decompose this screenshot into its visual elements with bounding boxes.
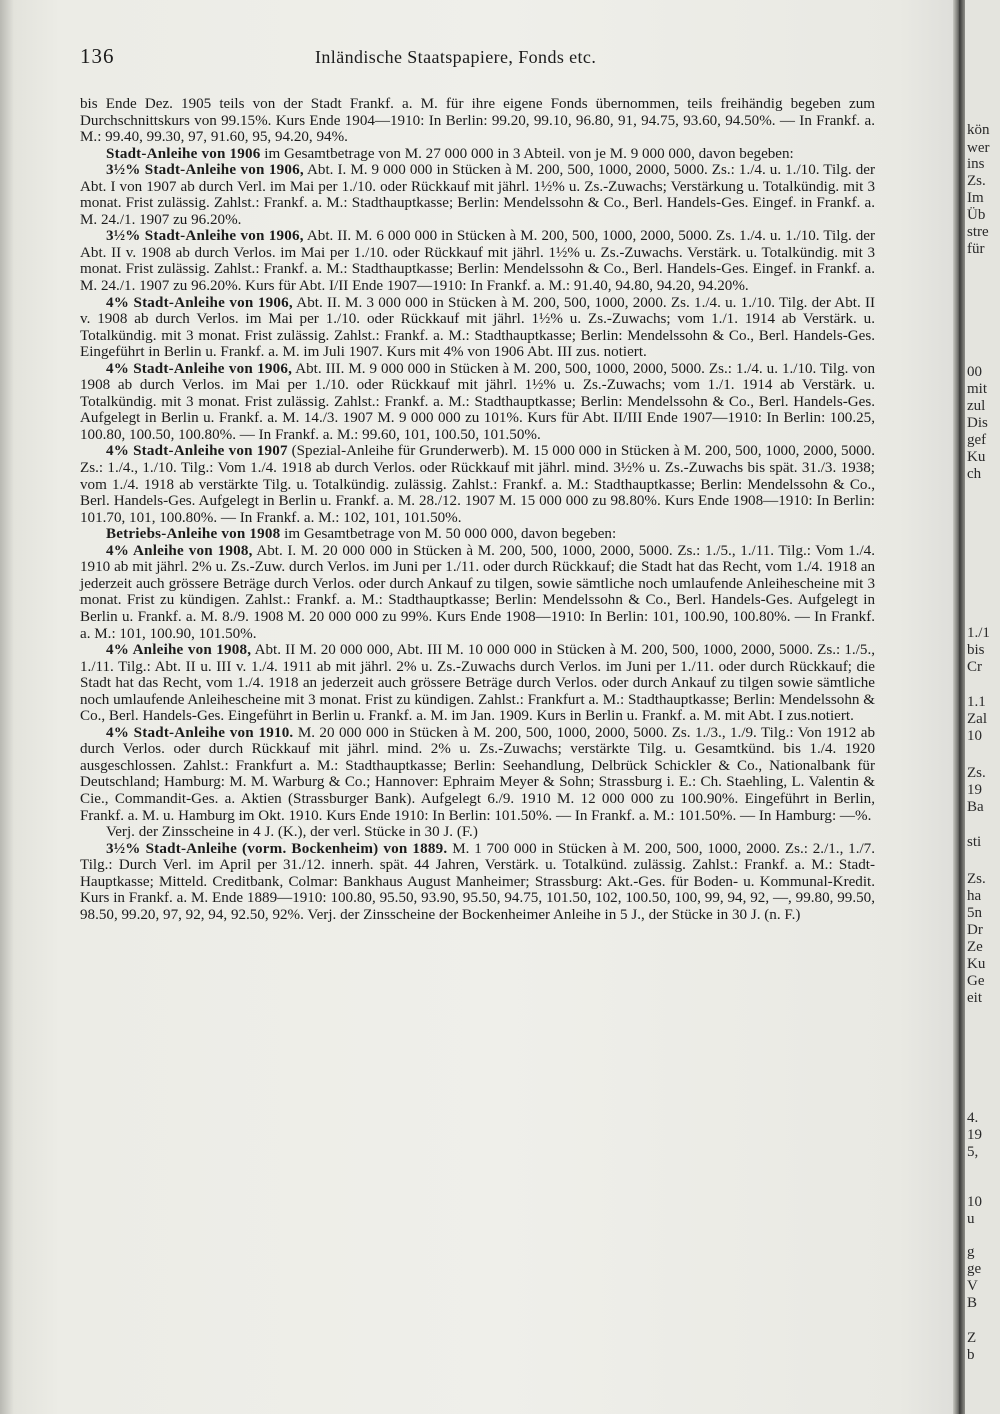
adjacent-page-fragment: u <box>967 1211 975 1227</box>
adjacent-page-fragment: Cr <box>967 659 982 675</box>
paragraph-text: Abt. I. M. 20 000 000 in Stücken à M. 200, 500, 1000, 2000, 5000. Zs.: 1./5., 1./11. Tilg.: Vom 1./4. 1910 ab mit jährl. 2% u. Zs.-Zuw. durch Verlos. im Juni per 1./11. oder durch Rückkauf; die Stadt hat das Recht, vom 1./4. 1918 an jederzeit auch grössere Beträge durch Verlos. oder durch Ankauf zu tilgen, sowie sämtliche noch umlaufende Anleihescheine mit 3 monat. Frist zu kündigen. Zahlst.: Frankf. a. M.: Stadthauptkasse; Berlin: Mendelssohn & Co., Berl. Handels-Ges. Aufgelegt in Berlin u. Frankf. a. M. 8./9. 1908 M. 20 000 000 zu 99%. Kurs Ende 1908—1910: In Berlin: 101, 100.90, 100.80%. — In Frankf. a. M.: 101, 100.90, 101.50%. <box>80 542 875 642</box>
adjacent-page-fragment: Zs. <box>967 173 986 189</box>
running-head: Inländische Staatspapiere, Fonds etc. <box>315 47 597 67</box>
paragraph <box>80 443 875 526</box>
adjacent-page-fragment: Ze <box>967 939 983 955</box>
paragraph-text: Abt. II. M. 6 000 000 in Stücken à M. 200, 500, 1000, 2000, 5000. Zs. 1./4. u. 1./10. Tilg. der Abt. II v. 1908 ab durch Verlos. im Mai per 1./10. oder Rückkauf mit jährl. 1½% u. Zs.-Zuwachs. Verstärk. u. Totalkündig. mit 3 monat. Frist zulässig. Zahlst.: Frankf. a. M.: Stadthauptkasse; Berlin: Mendelssohn & Co., Berl. Handels-Ges. Eingef. in Frankf. a. M. 24./1. 1907 zu 96.20%. Kurs für Abt. I/II Ende 1907—1910: In Frankf. a. M.: 91.40, 94.80, 94.20, 94.20%. <box>80 228 875 295</box>
paragraph <box>80 162 875 228</box>
adjacent-page-fragment: b <box>967 1347 975 1363</box>
adjacent-page-fragment: Z <box>967 1330 977 1346</box>
adjacent-page-fragment: 5, <box>967 1144 979 1160</box>
adjacent-page-fragment: Ku <box>967 956 986 972</box>
entry-heading: 4% Stadt-Anleihe von 1907 <box>106 443 288 460</box>
adjacent-page-fragment: ge <box>967 1261 982 1277</box>
book-gutter <box>953 0 965 1414</box>
adjacent-page-fragment: für <box>967 241 985 257</box>
paragraph <box>80 543 875 642</box>
adjacent-page-fragment: 1.1 <box>967 694 986 710</box>
entry-heading: 4% Stadt-Anleihe von 1906, <box>106 294 293 311</box>
adjacent-page-fragment: Zs. <box>967 871 986 887</box>
adjacent-page-fragment: gef <box>967 432 987 448</box>
paragraph <box>80 824 875 841</box>
paragraph-text: Abt. I. M. 9 000 000 in Stücken à M. 200, 500, 1000, 2000, 5000. Zs.: 1./4. u. 1./10. Tilg. der Abt. I von 1907 ab durch Verl. im Mai per 1./10. oder Rückkauf mit jährl. 1½% u. Zs.-Zuwachs; Verstärkung u. Totalkündig. mit 3 monat. Frist zulässig. Zahlst.: Frankf. a. M.: Stadthauptkasse; Berlin: Mendelssohn & Co., Berl. Handels-Ges. Eingef. in Frankf. a. M. 24./1. 1907 zu 96.20%. <box>80 162 875 228</box>
entry-heading: 4% Stadt-Anleihe von 1910. <box>106 724 294 741</box>
body-text <box>80 96 875 923</box>
adjacent-page-fragment: 10 <box>967 1194 982 1210</box>
adjacent-page-fragment: V <box>967 1278 978 1294</box>
adjacent-page-fragment: 4. <box>967 1110 979 1126</box>
adjacent-page-fragment: mit <box>967 381 988 397</box>
adjacent-page-fragment: wer <box>967 140 990 156</box>
adjacent-page-fragment: 19 <box>967 1127 982 1143</box>
entry-heading: Stadt-Anleihe von 1906 <box>106 145 261 162</box>
adjacent-page-fragment: ch <box>967 466 982 482</box>
entry-heading: 3½% Stadt-Anleihe von 1906, <box>106 162 304 179</box>
entry-heading: 4% Anleihe von 1908, <box>106 642 252 659</box>
adjacent-page-fragment: stre <box>967 224 989 240</box>
paragraph-text: bis Ende Dez. 1905 teils von der Stadt Frankf. a. M. für ihre eigene Fonds übernommen, teils freihändig begeben zum Durchschnittskurs von 99.15%. Kurs Ende 1904—1910: In Berlin: 99.20, 99.10, 96.80, 91, 94.75, 93.60, 94.50%. — In Frankf. a. M.: 99.40, 99.30, 97, 91.60, 95, 94.20, 94%. <box>80 96 875 146</box>
adjacent-page-fragment: 19 <box>967 782 982 798</box>
paragraph-text: (Spezial-Anleihe für Grunderwerb). M. 15 000 000 in Stücken à M. 200, 500, 1000, 2000, 5000. Zs.: 1./4., 1./10. Tilg.: Vom 1./4. 1918 ab durch Verlos. oder Rückkauf mit jährl. mind. 3½% u. Zs.-Zuwachs bis spät. 31./3. 1938; vom 1./4. 1918 ab verstärkte Tilg. u. Totalkündig. zulässig. Zahlst.: Frankf. a. M.: Stadthauptkasse; Berlin: Mendelssohn & Co., Berl. Handels-Ges. Aufgelegt in Berlin u. Frankf. a. M. 28./12. 1907 M. 15 000 000 zu 98.80%. Kurs Ende 1908—1910: In Berlin: 101.70, 101, 100.80%. — In Frankf. a. M.: 102, 101, 101.50%. <box>80 443 876 526</box>
adjacent-page-fragment: Dis <box>967 415 988 431</box>
adjacent-page-fragment: ins <box>967 156 985 172</box>
paragraph-text: Verj. der Zinsscheine in 4 J. (K.), der verl. Stücke in 30 J. (F.) <box>106 824 478 841</box>
adjacent-page-edge <box>965 0 1000 1414</box>
adjacent-page-fragment: g <box>967 1244 975 1260</box>
paragraph <box>80 146 875 163</box>
page-number: 136 <box>80 44 115 68</box>
page-header <box>0 44 953 74</box>
adjacent-page-fragment: bis <box>967 642 985 658</box>
entry-heading: 4% Anleihe von 1908, <box>106 542 253 559</box>
adjacent-page-fragment: 00 <box>967 364 982 380</box>
entry-heading: 3½% Stadt-Anleihe von 1906, <box>106 228 304 245</box>
paragraph <box>80 841 875 924</box>
paragraph <box>80 725 875 824</box>
paragraph <box>80 96 875 146</box>
paragraph <box>80 642 875 725</box>
adjacent-page-fragment: 5n <box>967 905 982 921</box>
adjacent-page-fragment: ha <box>967 888 982 904</box>
adjacent-page-fragment: Zs. <box>967 765 986 781</box>
paragraph-text: Abt. III. M. 9 000 000 in Stücken à M. 200, 500, 1000, 2000, 5000. Zs.: 1./4. u. 1./10. Tilg. von 1908 ab durch Verlos. im Mai per 1./10. oder Rückkauf mit jährl. 1½% u. Zs.-Zuwachs; vom 1./1. 1914 ab Verstärk. u. Totalkündig. mit 3 monat. Frist zulässig. Zahlst.: Frankf. a. M.: Stadthauptkasse; Berlin: Mendelssohn & Co., Berl. Handels-Ges. Aufgelegt in Berlin u. Frankf. a. M. 14./3. 1907 M. 9 000 000 zu 101%. Kurs für Abt. II/III Ende 1907—1910: In Berlin: 100.25, 100.80, 100.50, 100.80%. — In Frankf. a. M.: 99.60, 101, 100.50, 101.50%. <box>80 360 876 443</box>
adjacent-page-fragment: zul <box>967 398 986 414</box>
paragraph-text: M. 20 000 000 in Stücken à M. 200, 500, 1000, 2000, 5000. Zs. 1./3., 1./9. Tilg.: Von 1912 ab durch Verlos. oder durch Rückkauf mit jährl. mind. 2% u. Zs.-Zuwachs; verstärkte Tilg. u. Gesamtkünd. bis 1./4. 1920 ausgeschlossen. Zahlst.: Frankfurt a. M.: Stadthauptkasse; Berlin: Seehandlung, Delbrück Schickler & Co., Nationalbank für Deutschland; Hamburg: M. M. Warburg & Co.; Hannover: Ephraim Meyer & Sohn; Strassburg i. E.: Ch. Staehling, L. Valentin & Cie., Commandit-Ges. a. Aktien (Strassburger Bank). Aufgelegt 6./9. 1910 M. 12 000 000 zu 100.90%. Eingeführt in Berlin, Frankf. a. M. u. Hamburg im Okt. 1910. Kurs Ende 1910: In Berlin: 101.50%. — In Frankf. a. M.: 101.50%. — In Hamburg: —%. <box>80 724 875 824</box>
adjacent-page-fragment: B <box>967 1295 978 1311</box>
paragraph <box>80 295 875 361</box>
adjacent-page-fragment: Üb <box>967 207 986 223</box>
adjacent-page-fragment: eit <box>967 990 982 1006</box>
entry-heading: 4% Stadt-Anleihe von 1906, <box>106 360 293 377</box>
paragraph-text: Abt. II M. 20 000 000, Abt. III M. 10 000 000 in Stücken à M. 200, 500, 1000, 2000, 5000. Zs.: 1./5., 1./11. Tilg.: Abt. II u. III v. 1./4. 1911 ab mit jährl. 2% u. Zs.-Zuwachs durch Verlos. im Juni per 1./11. oder durch Rückkauf; die Stadt hat das Recht, vom 1./4. 1918 an jederzeit auch grössere Beträge durch Verlos. oder durch Ankauf zu tilgen sowie sämtliche noch umlaufende Anleihescheine mit 3 monat. Frist zu kündigen. Zahlst.: Frankfurt a. M.: Stadthauptkasse; Berlin: Mendelssohn & Co., Berl. Handels-Ges. Eingeführt in Berlin u. Frankf. a. M. im Jan. 1909. Kurs in Berlin u. Frankf. a. M. mit Abt. I zus.notiert. <box>80 642 875 725</box>
adjacent-page-fragment: kön <box>967 122 990 138</box>
adjacent-page-fragment: Im <box>967 190 984 206</box>
adjacent-page-fragment: 1./1 <box>967 625 990 641</box>
adjacent-page-fragment: Zal <box>967 711 987 727</box>
paragraph-text: im Gesamtbetrage von M. 50 000 000, davon begeben: <box>280 526 617 543</box>
paragraph <box>80 228 875 294</box>
paragraph <box>80 526 875 543</box>
paragraph-text: Abt. II. M. 3 000 000 in Stücken à M. 200, 500, 1000, 2000. Zs. 1./4. u. 1./10. Tilg. der Abt. II v. 1908 ab durch Verlos. im Mai per 1./10. oder Rückkauf mit jährl. 1½% u. Zs.-Zuwachs; vom 1./1. 1914 ab Verstärk. u. Totalkündig. mit 3 monat. Frist zulässig. Zahlst.: Frankf. a. M.: Stadthauptkasse; Berlin: Mendelssohn & Co., Berl. Handels-Ges. Eingeführt in Berlin u. Frankf. a. M. im Juli 1907. Kurs mit 4% von 1906 Abt. III zus. notiert. <box>80 294 876 361</box>
adjacent-page-fragment: Ge <box>967 973 985 989</box>
adjacent-page-fragment: Ba <box>967 799 984 815</box>
paragraph <box>80 361 875 444</box>
adjacent-page-fragment: 10 <box>967 728 982 744</box>
adjacent-page-fragment: sti <box>967 834 982 850</box>
entry-heading: 3½% Stadt-Anleihe (vorm. Bockenheim) von 1889. <box>106 840 448 857</box>
paragraph-text: M. 1 700 000 in Stücken à M. 200, 500, 1000, 2000. Zs.: 2./1., 1./7. Tilg.: Durch Verl. im April per 31./12. innerh. spät. 44 Jahren, Verstärk. u. Totalkünd. zulässig. Zahlst.: Frankf. a. M.: Stadt-Hauptkasse; Mitteld. Creditbank, Colmar: Bankhaus August Manheimer; Strassburg: Akt.-Ges. für Boden- u. Kommunal-Kredit. Kurs in Frankf. a. M. Ende 1889—1910: 100.80, 95.50, 93.90, 95.50, 94.75, 101.50, 102, 100.50, 100, 99, 94, 92, —, 99.80, 99.50, 98.50, 99.20, 97, 92, 94, 92.50, 92%. Verj. der Zinsscheine der Bockenheimer Anleihe in 5 J., der Stücke in 30 J. (n. F.) <box>80 840 875 923</box>
adjacent-page-fragment: Dr <box>967 922 983 938</box>
paragraph-text: im Gesamtbetrage von M. 27 000 000 in 3 Abteil. von je M. 9 000 000, davon begeben: <box>260 145 794 162</box>
adjacent-page-fragment: Ku <box>967 449 986 465</box>
entry-heading: Betriebs-Anleihe von 1908 <box>106 526 281 543</box>
